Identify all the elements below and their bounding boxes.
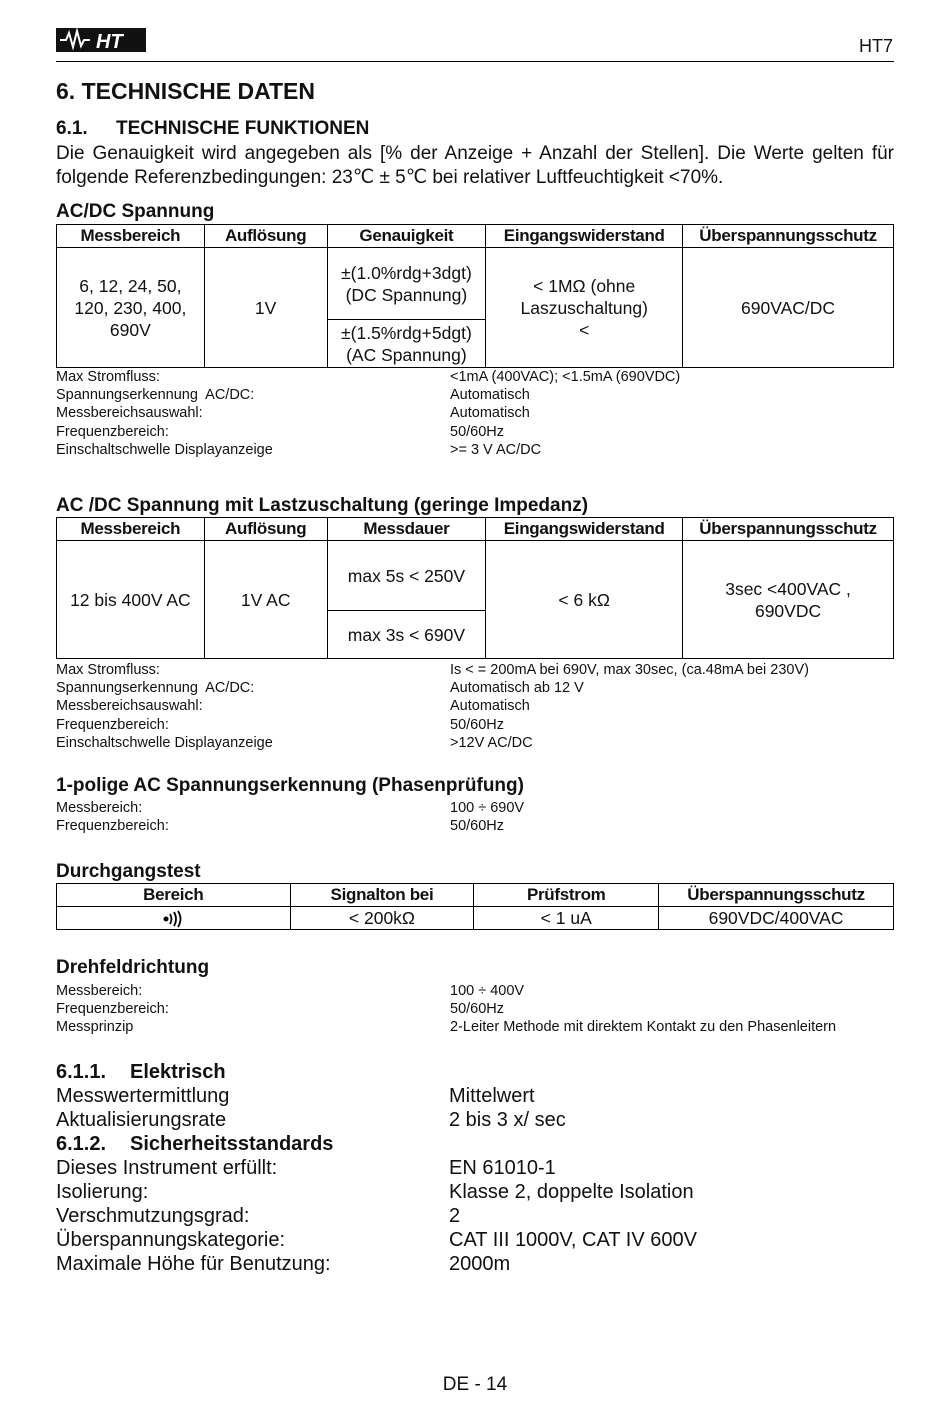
row-label: Isolierung: [56,1181,149,1203]
row-label: Maximale Höhe für Benutzung: [56,1253,331,1275]
spec-label: Messbereichsauswahl: [56,698,203,715]
spec-row [56,661,894,679]
electrical-number: 6.1.1. [56,1061,107,1083]
spec-value: Automatisch [450,387,530,404]
spec-value: <1mA (400VAC); <1.5mA (690VDC) [450,369,681,385]
row-value: 2000m [449,1253,511,1275]
spec-label: Messbereichsauswahl: [56,405,203,422]
acdc-specs [56,368,894,459]
section-number: 6.1. [56,118,88,139]
electrical-heading [56,1060,697,1084]
acdc-accuracy-ac: ±(1.5%rdg+5dgt) (AC Spannung) [327,320,486,368]
acdc-resolution: 1V [204,248,327,368]
continuity-table [56,883,894,930]
spec-row [56,734,894,752]
spec-row [56,1000,894,1018]
spec-label: Frequenzbereich: [56,1001,169,1018]
spec-row [56,817,894,835]
spec-label: Spannungserkennung AC/DC: [56,680,255,697]
spec-row [56,1018,894,1036]
low-header-resolution: Auflösung [204,518,327,541]
acdc-accuracy-dc: ±(1.0%rdg+3dgt) (DC Spannung) [327,248,486,320]
row-label: Dieses Instrument erfüllt: [56,1157,278,1179]
safety-row [56,1228,697,1252]
spec-value: Automatisch ab 12 V [450,680,584,697]
rotation-title: Drehfeldrichtung [56,957,210,978]
chapter-title: 6. TECHNISCHE DATEN [56,78,315,104]
cont-header-range: Bereich [57,884,291,907]
cont-current: < 1 uA [474,907,659,930]
safety-number: 6.1.2. [56,1133,107,1155]
cont-header-protection: Überspannungsschutz [659,884,894,907]
low-duration-2: max 3s < 690V [327,611,486,659]
acdc-low-title: AC /DC Spannung mit Lastzuschaltung (geringe Impedanz) [56,495,589,516]
cont-header-current: Prüfstrom [474,884,659,907]
low-header-range: Messbereich [57,518,205,541]
acdc-header-impedance: Eingangswiderstand [486,225,683,248]
spec-label: Max Stromfluss: [56,662,160,678]
acdc-header-range: Messbereich [57,225,205,248]
safety-row [56,1180,697,1204]
spec-row [56,441,894,459]
electrical-row [56,1084,697,1108]
spec-value: Automatisch [450,405,530,422]
cont-range [57,907,291,930]
spec-value: 50/60Hz [450,423,505,440]
safety-row [56,1204,697,1228]
buzzer-icon [162,910,184,928]
header-rule [56,61,894,62]
safety-heading [56,1132,697,1156]
row-label: Verschmutzungsgrad: [56,1205,250,1227]
phase-title: 1-polige AC Spannungserkennung (Phasenprüfung) [56,775,524,796]
low-resolution: 1V AC [204,541,327,659]
acdc-impedance: < 1MΩ (ohne Laszuschaltung) < [486,248,683,368]
continuity-title: Durchgangstest [56,861,201,882]
electrical-title: Elektrisch [130,1061,226,1083]
low-duration-1: max 5s < 250V [327,541,486,611]
spec-label: Frequenzbereich: [56,423,169,440]
spec-label: Frequenzbereich: [56,818,169,835]
spec-value: Automatisch [450,698,530,715]
ht-logo [56,26,146,54]
spec-label: Frequenzbereich: [56,716,169,733]
spec-value: >12V AC/DC [450,734,533,751]
spec-row [56,697,894,715]
low-header-duration: Messdauer [327,518,486,541]
row-value: CAT III 1000V, CAT IV 600V [449,1229,697,1251]
brand-logo-text: HT [96,31,123,53]
model-name: HT7 [858,36,893,56]
spec-value: 100 ÷ 690V [450,800,525,816]
spec-label: Messbereich: [56,983,143,999]
acdc-header-protection: Überspannungsschutz [683,225,894,248]
acdc-title: AC/DC Spannung [56,201,215,222]
low-impedance: < 6 kΩ [486,541,683,659]
spec-row [56,679,894,697]
spec-value: Is < = 200mA bei 690V, max 30sec, (ca.48mA bei 230V) [450,662,809,678]
row-value: EN 61010-1 [449,1157,556,1179]
spec-row [56,423,894,441]
safety-row [56,1252,697,1276]
acdc-low-specs [56,661,894,752]
page-number: DE - 14 [442,1374,508,1395]
row-value: Mittelwert [449,1085,535,1107]
safety-row [56,1156,697,1180]
acdc-range: 6, 12, 24, 50, 120, 230, 400, 690V [57,248,205,368]
section-title: TECHNISCHE FUNKTIONEN [116,118,370,139]
low-protection: 3sec <400VAC , 690VDC [683,541,894,659]
spec-row [56,404,894,422]
row-label: Überspannungskategorie: [56,1229,286,1251]
safety-title: Sicherheitsstandards [130,1133,334,1155]
low-header-impedance: Eingangswiderstand [486,518,683,541]
cont-protection: 690VDC/400VAC [659,907,894,930]
section-heading [56,118,369,140]
spec-value: 100 ÷ 400V [450,983,525,999]
acdc-header-accuracy: Genauigkeit [327,225,486,248]
low-range: 12 bis 400V AC [57,541,205,659]
electrical-safety-block [56,1060,697,1276]
spec-row [56,386,894,404]
spec-value: 50/60Hz [450,1001,505,1018]
row-value: 2 [449,1205,461,1227]
row-label: Aktualisierungsrate [56,1109,227,1131]
acdc-header-resolution: Auflösung [204,225,327,248]
phase-specs [56,799,894,835]
low-header-protection: Überspannungsschutz [683,518,894,541]
spec-value: >= 3 V AC/DC [450,441,542,458]
spec-label: Einschaltschwelle Displayanzeige [56,441,273,458]
row-label: Messwertermittlung [56,1085,230,1107]
spec-label: Spannungserkennung AC/DC: [56,387,255,404]
cont-signal: < 200kΩ [290,907,474,930]
row-value: 2 bis 3 x/ sec [449,1109,566,1131]
electrical-row [56,1108,697,1132]
spec-label: Einschaltschwelle Displayanzeige [56,734,273,751]
spec-row [56,716,894,734]
spec-row [56,982,894,1000]
rotation-specs [56,982,894,1037]
intro-paragraph: Die Genauigkeit wird angegeben als [% der Anzeige + Anzahl der Stellen]. Die Werte gelten für folgende Referenzbedingungen: 23℃ ± 5℃ bei relativer Luftfeuchtigkeit <70%. [56,143,894,188]
acdc-table [56,224,894,368]
spec-label: Max Stromfluss: [56,369,160,385]
spec-label: Messbereich: [56,800,143,816]
spec-value: 2-Leiter Methode mit direktem Kontakt zu den Phasenleitern [450,1019,837,1036]
spec-row [56,799,894,817]
acdc-low-table [56,517,894,659]
spec-label: Messprinzip [56,1019,134,1036]
row-value: Klasse 2, doppelte Isolation [449,1181,694,1203]
spec-value: 50/60Hz [450,716,505,733]
cont-header-signal: Signalton bei [290,884,474,907]
spec-value: 50/60Hz [450,818,505,835]
acdc-protection: 690VAC/DC [683,248,894,368]
spec-row [56,368,894,386]
